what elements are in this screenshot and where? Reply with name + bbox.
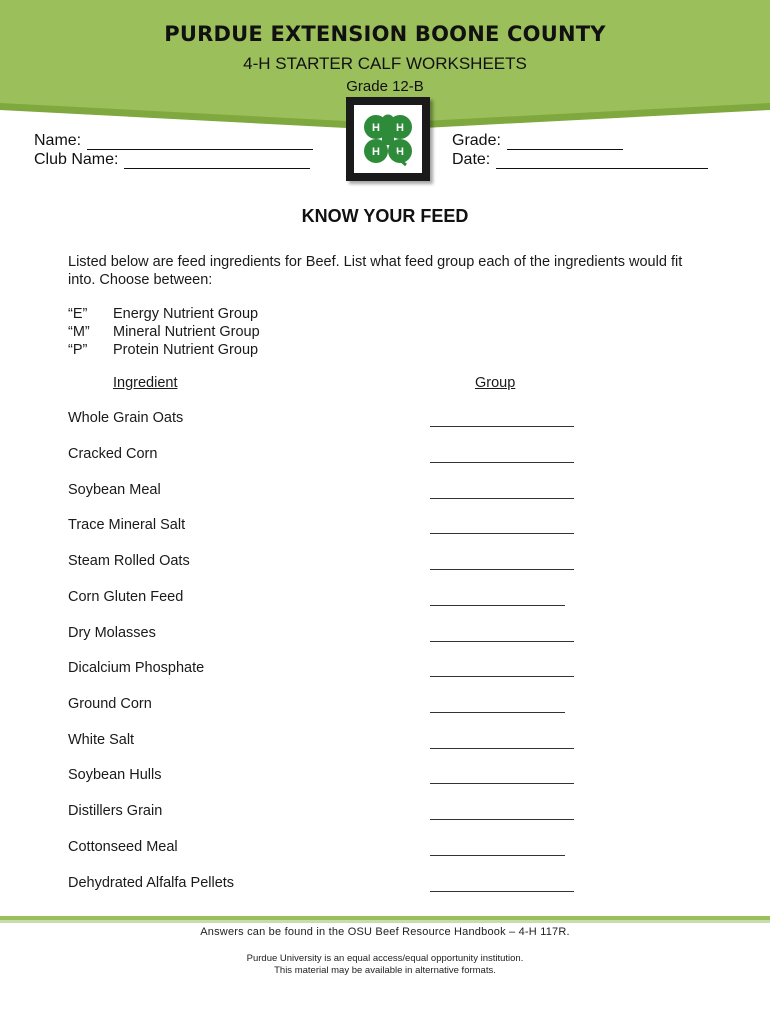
clover-leaf-letter: H	[372, 122, 380, 134]
equal-opportunity-statement: Purdue University is an equal access/equal opportunity institution.	[246, 953, 524, 964]
clover-leaf-letter: H	[396, 122, 404, 134]
ingredient-name: Corn Gluten Feed	[68, 589, 184, 605]
ingredient-column-header: Ingredient	[113, 375, 178, 391]
group-label-energy: Energy Nutrient Group	[113, 306, 259, 322]
club-name-input-line[interactable]	[124, 154, 310, 169]
group-answer-line[interactable]	[430, 676, 574, 677]
group-code-mineral: “M”	[68, 324, 90, 340]
group-answer-line[interactable]	[430, 891, 574, 892]
page-title: PURDUE EXTENSION BOONE COUNTY	[164, 22, 606, 46]
group-answer-line[interactable]	[430, 712, 565, 713]
date-field[interactable]	[452, 151, 708, 169]
grade-level-label: Grade 12-B	[346, 78, 424, 95]
group-answer-line[interactable]	[430, 641, 574, 642]
grade-input-line[interactable]	[507, 135, 623, 150]
ingredient-name: Dicalcium Phosphate	[68, 660, 205, 676]
group-answer-line[interactable]	[430, 533, 574, 534]
group-answer-line[interactable]	[430, 569, 574, 570]
group-answer-line[interactable]	[430, 462, 574, 463]
4-h-clover-icon	[354, 105, 422, 173]
ingredient-name: Whole Grain Oats	[68, 410, 184, 426]
ingredient-name: Soybean Hulls	[68, 767, 162, 783]
footer-divider	[0, 913, 770, 923]
ingredient-name: Cottonseed Meal	[68, 839, 178, 855]
ingredient-name: White Salt	[68, 732, 135, 748]
group-answer-line[interactable]	[430, 783, 574, 784]
4-h-clover-logo	[346, 97, 430, 181]
section-heading: KNOW YOUR FEED	[301, 206, 469, 226]
group-answer-line[interactable]	[430, 855, 565, 856]
ingredient-name: Ground Corn	[68, 696, 152, 712]
clover-leaf-letter: H	[372, 146, 380, 158]
name-label: Name:	[34, 132, 82, 149]
instructions-text: Listed below are feed ingredients for Beef. List what feed group each of the ingredients would fit into. Choose between:	[68, 254, 683, 288]
group-code-protein: “P”	[68, 342, 88, 358]
group-code-energy: “E”	[68, 306, 88, 322]
group-label-mineral: Mineral Nutrient Group	[113, 324, 260, 340]
club-name-field[interactable]	[34, 151, 310, 169]
group-answer-line[interactable]	[430, 819, 574, 820]
ingredient-name: Cracked Corn	[68, 446, 158, 462]
alternative-formats-note: This material may be available in alternative formats.	[274, 965, 496, 976]
ingredient-name: Soybean Meal	[68, 482, 161, 498]
date-label: Date:	[452, 151, 491, 168]
date-input-line[interactable]	[496, 154, 708, 169]
grade-label: Grade:	[452, 132, 501, 149]
name-field[interactable]	[34, 132, 313, 150]
ingredient-name: Dehydrated Alfalfa Pellets	[68, 875, 235, 891]
group-answer-line[interactable]	[430, 605, 565, 606]
name-input-line[interactable]	[87, 135, 313, 150]
ingredient-name: Distillers Grain	[68, 803, 163, 819]
page-subtitle: 4-H STARTER CALF WORKSHEETS	[243, 54, 527, 73]
group-answer-line[interactable]	[430, 748, 574, 749]
clover-leaf-letter: H	[396, 146, 404, 158]
ingredient-name: Dry Molasses	[68, 625, 156, 641]
grade-field[interactable]	[452, 132, 623, 150]
group-answer-line[interactable]	[430, 498, 574, 499]
ingredient-name: Trace Mineral Salt	[68, 517, 186, 533]
ingredient-name: Steam Rolled Oats	[68, 553, 190, 569]
group-column-header: Group	[475, 375, 516, 391]
answers-note: Answers can be found in the OSU Beef Resource Handbook – 4-H 117R.	[200, 926, 570, 938]
group-label-protein: Protein Nutrient Group	[113, 342, 259, 358]
group-answer-line[interactable]	[430, 426, 574, 427]
club-name-label: Club Name:	[34, 151, 119, 168]
